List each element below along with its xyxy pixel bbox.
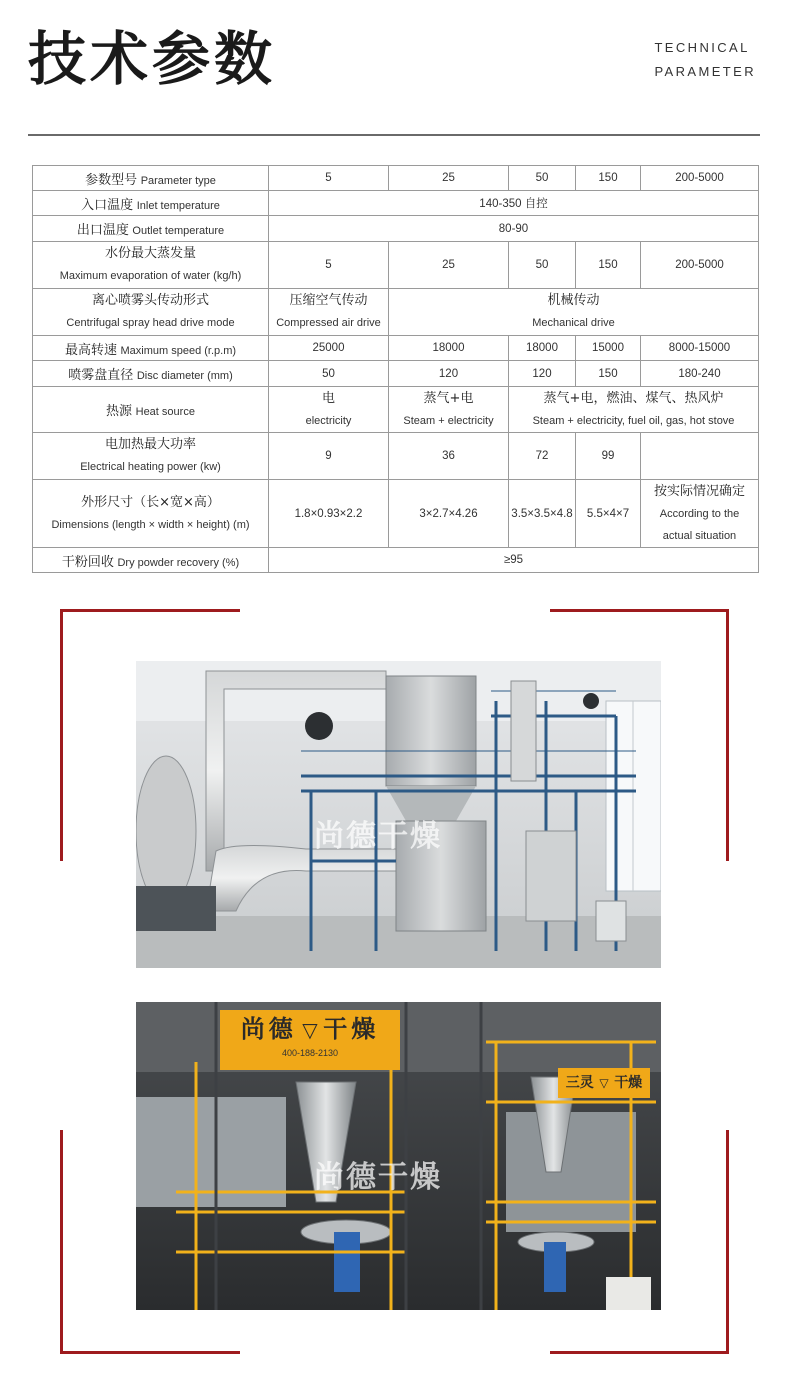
parameter-table (32, 165, 759, 573)
table-cell: 120 (389, 361, 509, 387)
table-row (33, 166, 759, 191)
table-row (33, 548, 759, 573)
table-cell: 18000 (389, 336, 509, 361)
table-row (33, 433, 759, 480)
table-cell: 5.5×4×7 (576, 480, 641, 548)
page-subtitle (654, 36, 756, 84)
table-cell: 8000-15000 (641, 336, 759, 361)
row-label: 热源 Heat source (33, 387, 269, 433)
table-cell: 72 (509, 433, 576, 480)
table-cell: 5 (269, 166, 389, 191)
table-row (33, 216, 759, 242)
watermark-text-1: 尚德干燥 (314, 819, 442, 854)
row-label: 电加热最大功率 Electrical heating power (kw) (33, 433, 269, 480)
row-label: 入口温度 Inlet temperature (33, 191, 269, 216)
table-cell: 5 (269, 242, 389, 289)
table-cell: 80-90 (269, 216, 759, 242)
factory-photo-1 (136, 661, 661, 968)
signboard-2-text-2: 干燥 (614, 1075, 643, 1091)
table-cell: 120 (509, 361, 576, 387)
table-cell: 36 (389, 433, 509, 480)
table-cell: 25 (389, 242, 509, 289)
table-cell: 1.8×0.93×2.2 (269, 480, 389, 548)
row-label: 干粉回收 Dry powder recovery (%) (33, 548, 269, 573)
table-cell: 18000 (509, 336, 576, 361)
table-cell: 9 (269, 433, 389, 480)
table-row (33, 480, 759, 548)
table-cell (641, 433, 759, 480)
row-label: 最高转速 Maximum speed (r.p.m) (33, 336, 269, 361)
table-cell: 3.5×3.5×4.8 (509, 480, 576, 548)
table-row (33, 336, 759, 361)
frame-top-right-v (726, 609, 729, 861)
row-label: 出口温度 Outlet temperature (33, 216, 269, 242)
table-cell: 180-240 (641, 361, 759, 387)
table-cell: 200-5000 (641, 242, 759, 289)
table-row (33, 242, 759, 289)
table-cell: 99 (576, 433, 641, 480)
table-cell: 140-350 自控 (269, 191, 759, 216)
table-cell: 蒸气+电，燃油、煤气、热风炉 Steam + electricity, fuel oil, gas, hot stove (509, 387, 759, 433)
header-divider (28, 134, 760, 136)
row-label: 参数型号 Parameter type (33, 166, 269, 191)
table-row (33, 361, 759, 387)
brand-signboard-1 (220, 1010, 400, 1070)
signboard-1-logo-icon: ▽ (302, 1018, 318, 1042)
table-cell: 25 (389, 166, 509, 191)
table-cell: 按实际情况确定 According to the actual situation (641, 480, 759, 548)
subtitle-line-1: TECHNICAL (654, 40, 750, 55)
table-cell: 50 (269, 361, 389, 387)
subtitle-line-2: PARAMETER (654, 64, 756, 79)
signboard-1-text: 尚德 (240, 1015, 297, 1043)
frame-top-right-h (550, 609, 729, 612)
frame-top-left-v (60, 609, 63, 861)
table-cell: 电 electricity (269, 387, 389, 433)
signboard-1-text-2: 干燥 (323, 1015, 380, 1043)
table-row (33, 289, 759, 336)
row-label: 外形尺寸（长×宽×高） Dimensions (length × width × height) (m) (33, 480, 269, 548)
table-cell: 压缩空气传动 Compressed air drive (269, 289, 389, 336)
frame-bottom-right-h (550, 1351, 729, 1354)
table-cell: 50 (509, 242, 576, 289)
table-cell: 150 (576, 361, 641, 387)
signboard-2-logo-icon: ▽ (599, 1076, 609, 1090)
signboard-1-phone: 400-188-2130 (281, 1048, 339, 1058)
watermark-text-2: 尚德干燥 (314, 1160, 442, 1195)
table-cell: 200-5000 (641, 166, 759, 191)
table-cell: 50 (509, 166, 576, 191)
table-cell: 机械传动 Mechanical drive (389, 289, 759, 336)
row-label: 离心喷雾头传动形式 Centrifugal spray head drive mode (33, 289, 269, 336)
frame-bottom-right-v (726, 1130, 729, 1354)
table-cell: 15000 (576, 336, 641, 361)
brand-signboard-2 (558, 1068, 650, 1098)
table-cell: 150 (576, 242, 641, 289)
table-cell: 蒸气+电 Steam + electricity (389, 387, 509, 433)
row-label: 水份最大蒸发量 Maximum evaporation of water (kg/h) (33, 242, 269, 289)
page-title: 技术参数 (28, 25, 277, 93)
table-cell: 3×2.7×4.26 (389, 480, 509, 548)
table-row (33, 387, 759, 433)
signboard-2-text: 三灵 (565, 1075, 594, 1091)
row-label: 喷雾盘直径 Disc diameter (mm) (33, 361, 269, 387)
table-cell: 150 (576, 166, 641, 191)
table-row (33, 191, 759, 216)
table-cell: ≥95 (269, 548, 759, 573)
table-cell: 25000 (269, 336, 389, 361)
factory-photo-2 (136, 1002, 661, 1310)
frame-bottom-left-v (60, 1130, 63, 1354)
frame-top-left-h (60, 609, 240, 612)
frame-bottom-left-h (60, 1351, 240, 1354)
